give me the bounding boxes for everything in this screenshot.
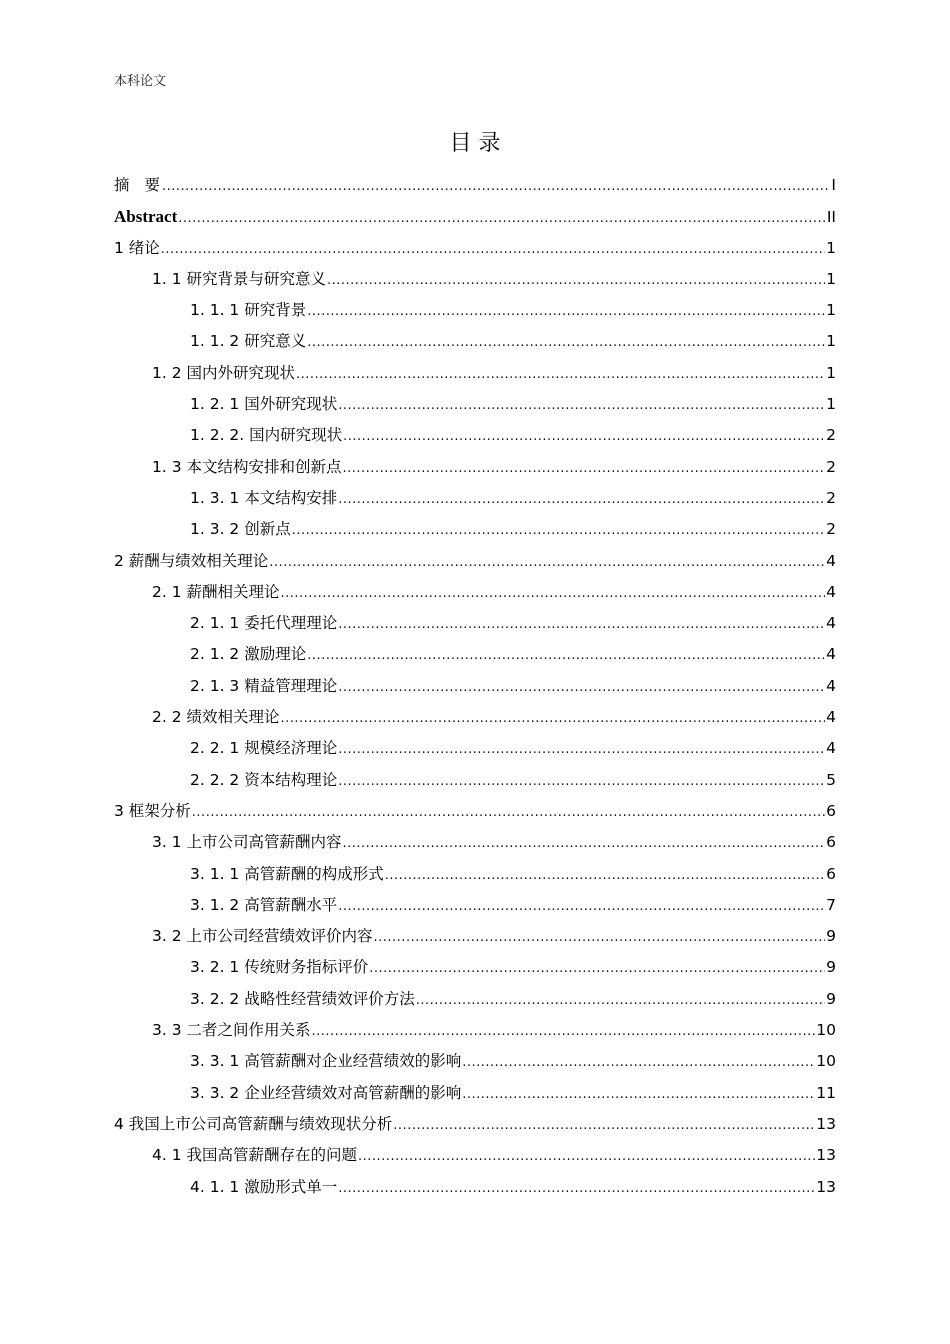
toc-entry[interactable] <box>114 890 836 921</box>
dot-leader <box>416 985 825 1016</box>
dot-leader <box>327 265 825 296</box>
dot-leader <box>178 203 826 234</box>
toc-entry-label: 3 框架分析 <box>114 801 191 820</box>
toc-entry-label: 3. 2 上市公司经营绩效评价内容 <box>152 927 373 946</box>
toc-entry-page-number: 4 <box>826 708 836 727</box>
toc-entry[interactable] <box>114 452 836 483</box>
toc-entry-label: 3. 2. 1 传统财务指标评价 <box>190 958 369 977</box>
toc-entry[interactable] <box>114 1046 836 1077</box>
toc-entry-page-number: 2 <box>826 520 836 539</box>
dot-leader <box>338 1173 815 1204</box>
toc-entry-page-number: 1 <box>826 395 836 414</box>
toc-entry[interactable] <box>114 1109 836 1140</box>
toc-entry-page-number: 1 <box>826 238 836 257</box>
toc-entry-label: 2. 2. 2 资本结构理论 <box>190 770 338 789</box>
dot-leader <box>161 234 825 265</box>
toc-entry[interactable] <box>114 201 836 232</box>
toc-entry-page-number: 1 <box>826 363 836 382</box>
toc-entry-label: 1. 2. 2. 国内研究现状 <box>190 426 343 445</box>
dot-leader <box>312 1016 816 1047</box>
toc-entry-label: 3. 1. 2 高管薪酬水平 <box>190 895 338 914</box>
toc-entry-page-number: II <box>826 208 836 227</box>
dot-leader <box>269 547 825 578</box>
toc-entry-page-number: 4 <box>826 614 836 633</box>
toc-entry[interactable] <box>114 796 836 827</box>
toc-entry-label: 2. 1. 2 激励理论 <box>190 645 307 664</box>
toc-entry-page-number: 13 <box>816 1114 836 1133</box>
dot-leader <box>162 171 830 202</box>
toc-entry[interactable] <box>114 1140 836 1171</box>
toc-entry-page-number: 11 <box>816 1083 836 1102</box>
toc-entry-page-number: 13 <box>816 1177 836 1196</box>
toc-entry-page-number: 4 <box>826 582 836 601</box>
toc-entry-label: 3. 3. 2 企业经营绩效对高管薪酬的影响 <box>190 1083 462 1102</box>
toc-entry[interactable] <box>114 233 836 264</box>
toc-entry-page-number: 4 <box>826 739 836 758</box>
dot-leader <box>343 421 825 452</box>
toc-entry-label: 2. 2 绩效相关理论 <box>152 708 280 727</box>
toc-entry-label: 3. 3 二者之间作用关系 <box>152 1021 311 1040</box>
toc-entry-label: 1. 3 本文结构安排和创新点 <box>152 457 342 476</box>
dot-leader <box>281 703 826 734</box>
dot-leader <box>281 578 826 609</box>
dot-leader <box>369 953 825 984</box>
toc-entry-label: 1 绪论 <box>114 238 160 257</box>
toc-entry[interactable] <box>114 671 836 702</box>
toc-entry-label: 4 我国上市公司高管薪酬与绩效现状分析 <box>114 1114 393 1133</box>
dot-leader <box>338 891 825 922</box>
toc-entry[interactable] <box>114 952 836 983</box>
toc-entry-page-number: 1 <box>826 332 836 351</box>
toc-entry-label: 1. 2 国内外研究现状 <box>152 363 296 382</box>
toc-entry[interactable] <box>114 608 836 639</box>
toc-entry-page-number: 2 <box>826 488 836 507</box>
toc-entry-page-number: 6 <box>826 864 836 883</box>
toc-entry-page-number: 7 <box>826 895 836 914</box>
toc-entry-page-number: 9 <box>826 989 836 1008</box>
toc-entry-page-number: 6 <box>826 833 836 852</box>
toc-entry[interactable] <box>114 577 836 608</box>
toc-entry-page-number: 9 <box>826 958 836 977</box>
dot-leader <box>393 1110 815 1141</box>
dot-leader <box>307 640 825 671</box>
toc-entry-page-number: 2 <box>826 457 836 476</box>
dot-leader <box>462 1047 815 1078</box>
toc-entry[interactable] <box>114 295 836 326</box>
toc-entry-page-number: 4 <box>826 551 836 570</box>
toc-entry-page-number: I <box>831 176 836 194</box>
dot-leader <box>343 453 826 484</box>
page-title: 目 录 <box>449 131 501 156</box>
dot-leader <box>338 609 825 640</box>
toc-entry-label: 4. 1 我国高管薪酬存在的问题 <box>152 1146 358 1165</box>
toc-entry[interactable] <box>114 921 836 952</box>
toc-entry[interactable] <box>114 358 836 389</box>
toc-entry-label: 4. 1. 1 激励形式单一 <box>190 1177 338 1196</box>
toc-entry-label: 3. 1. 1 高管薪酬的构成形式 <box>190 864 384 883</box>
dot-leader <box>338 390 825 421</box>
toc-entry-label: 3. 3. 1 高管薪酬对企业经营绩效的影响 <box>190 1052 462 1071</box>
toc-entry-label: 1. 3. 2 创新点 <box>190 520 291 539</box>
toc-entry-label: 1. 2. 1 国外研究现状 <box>190 395 338 414</box>
toc-entry[interactable] <box>114 1015 836 1046</box>
toc-entry-label: 2. 1. 1 委托代理理论 <box>190 614 338 633</box>
toc-entry-page-number: 10 <box>816 1021 836 1040</box>
toc-entry[interactable] <box>114 264 836 295</box>
dot-leader <box>338 734 825 765</box>
toc-entry-label: 摘要 <box>114 176 176 194</box>
dot-leader <box>374 922 826 953</box>
toc-entry[interactable] <box>114 639 836 670</box>
dot-leader <box>296 359 825 390</box>
dot-leader <box>343 828 826 859</box>
running-header: 本科论文 <box>114 74 167 89</box>
toc-entry-page-number: 4 <box>826 676 836 695</box>
toc-entry-label: 2. 1. 3 精益管理理论 <box>190 676 338 695</box>
toc-entry[interactable] <box>114 984 836 1015</box>
toc-entry-page-number: 4 <box>826 645 836 664</box>
toc-entry[interactable] <box>114 326 836 357</box>
dot-leader <box>338 672 825 703</box>
toc-entry[interactable] <box>114 1172 836 1203</box>
toc-entry-label: 3. 1 上市公司高管薪酬内容 <box>152 833 342 852</box>
toc-entry-page-number: 9 <box>826 927 836 946</box>
toc-entry-page-number: 5 <box>826 770 836 789</box>
toc-entry[interactable] <box>114 170 836 201</box>
toc-entry-label: 1. 1. 1 研究背景 <box>190 301 307 320</box>
dot-leader <box>192 797 825 828</box>
dot-leader <box>462 1079 815 1110</box>
toc-entry-page-number: 6 <box>826 801 836 820</box>
toc-entry-label: 3. 2. 2 战略性经营绩效评价方法 <box>190 989 415 1008</box>
toc-entry[interactable] <box>114 483 836 514</box>
toc-entry-label: 2. 2. 1 规模经济理论 <box>190 739 338 758</box>
dot-leader <box>338 484 825 515</box>
toc-entry-page-number: 1 <box>826 269 836 288</box>
table-of-contents <box>114 170 836 1203</box>
toc-entry[interactable] <box>114 859 836 890</box>
toc-entry-label: 1. 1 研究背景与研究意义 <box>152 269 327 288</box>
toc-entry-page-number: 13 <box>816 1146 836 1165</box>
dot-leader <box>307 296 825 327</box>
toc-entry[interactable] <box>114 702 836 733</box>
dot-leader <box>307 327 825 358</box>
toc-entry[interactable] <box>114 546 836 577</box>
dot-leader <box>292 515 825 546</box>
toc-entry-label: 2. 1 薪酬相关理论 <box>152 582 280 601</box>
toc-entry[interactable] <box>114 733 836 764</box>
toc-entry-label: 2 薪酬与绩效相关理论 <box>114 551 269 570</box>
toc-entry-page-number: 2 <box>826 426 836 445</box>
toc-entry[interactable] <box>114 389 836 420</box>
toc-entry[interactable] <box>114 420 836 451</box>
toc-entry-label: 1. 1. 2 研究意义 <box>190 332 307 351</box>
toc-entry-page-number: 10 <box>816 1052 836 1071</box>
dot-leader <box>338 766 825 797</box>
dot-leader <box>358 1141 815 1172</box>
toc-entry-label: Abstract <box>114 207 178 227</box>
toc-entry[interactable] <box>114 1078 836 1109</box>
toc-entry[interactable] <box>114 765 836 796</box>
toc-entry-page-number: 1 <box>826 301 836 320</box>
toc-entry[interactable] <box>114 827 836 858</box>
toc-entry[interactable] <box>114 514 836 545</box>
toc-entry-label: 1. 3. 1 本文结构安排 <box>190 488 338 507</box>
dot-leader <box>385 860 825 891</box>
